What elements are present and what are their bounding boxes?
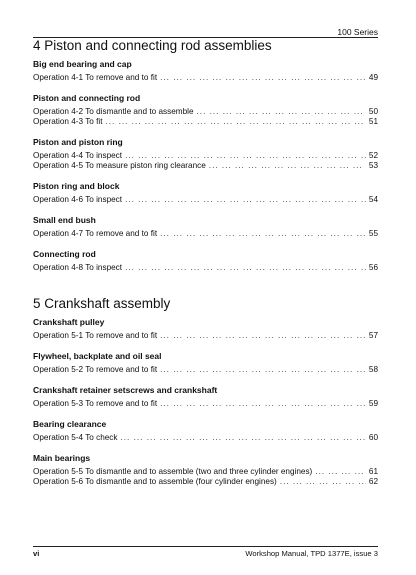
dot-leader [121, 433, 366, 443]
toc-entry[interactable] [33, 331, 378, 341]
entry-page: 50 [368, 107, 378, 116]
chapter-4 [33, 38, 378, 273]
toc-entry[interactable] [33, 73, 378, 83]
toc-entry[interactable] [33, 151, 378, 161]
entry-page: 52 [368, 151, 378, 160]
entry-text: Operation 4-7 To remove and to fit [33, 229, 158, 238]
dot-leader [160, 399, 366, 409]
section-crankshaft-pulley [33, 317, 378, 341]
page-number: vi [33, 549, 40, 558]
entry-text: Operation 4-6 To inspect [33, 195, 123, 204]
footer-rule [33, 546, 378, 547]
entry-text: Operation 5-5 To dismantle and to assemble (two and three cylinder engines) [33, 467, 313, 476]
series-label: 100 Series [337, 27, 378, 37]
entry-page: 57 [368, 331, 378, 340]
entry-text: Operation 5-2 To remove and to fit [33, 365, 158, 374]
toc-entry[interactable] [33, 467, 378, 477]
toc-entry[interactable] [33, 161, 378, 171]
chapter-5 [33, 296, 378, 487]
dot-leader [280, 477, 366, 487]
entry-page: 53 [368, 161, 378, 170]
dot-leader [125, 151, 366, 161]
dot-leader [197, 107, 366, 117]
entry-text: Operation 5-3 To remove and to fit [33, 399, 158, 408]
section-title: Flywheel, backplate and oil seal [33, 351, 162, 361]
manual-reference: Workshop Manual, TPD 1377E, issue 3 [245, 549, 378, 558]
section-title: Small end bush [33, 215, 96, 225]
contents-page [33, 38, 378, 497]
entry-page: 62 [368, 477, 378, 486]
entry-page: 54 [368, 195, 378, 204]
chapter-title: 5 Crankshaft assembly [33, 296, 171, 311]
section-title: Crankshaft pulley [33, 317, 105, 327]
dot-leader [105, 117, 365, 127]
entry-text: Operation 4-5 To measure piston ring clearance [33, 161, 206, 170]
entry-page: 58 [368, 365, 378, 374]
section-bearing-clearance [33, 419, 378, 443]
entry-page: 55 [368, 229, 378, 238]
entry-text: Operation 4-4 To inspect [33, 151, 123, 160]
chapter-title: 4 Piston and connecting rod assemblies [33, 38, 272, 53]
entry-page: 61 [368, 467, 378, 476]
dot-leader [160, 365, 366, 375]
section-title: Bearing clearance [33, 419, 107, 429]
section-title: Piston and piston ring [33, 137, 123, 147]
toc-entry[interactable] [33, 399, 378, 409]
entry-text: Operation 5-4 To check [33, 433, 118, 442]
toc-entry[interactable] [33, 107, 378, 117]
section-main-bearings [33, 453, 378, 487]
dot-leader [209, 161, 366, 171]
section-title: Connecting rod [33, 249, 96, 259]
toc-entry[interactable] [33, 477, 378, 487]
entry-page: 59 [368, 399, 378, 408]
dot-leader [125, 195, 366, 205]
section-crankshaft-retainer [33, 385, 378, 409]
toc-entry[interactable] [33, 195, 378, 205]
toc-entry[interactable] [33, 365, 378, 375]
entry-text: Operation 5-6 To dismantle and to assemble (four cylinder engines) [33, 477, 277, 486]
footer [33, 549, 378, 558]
section-title: Piston ring and block [33, 181, 120, 191]
section-title: Main bearings [33, 453, 91, 463]
toc-entry[interactable] [33, 433, 378, 443]
dot-leader [125, 263, 366, 273]
entry-page: 51 [368, 117, 378, 126]
entry-text: Operation 4-8 To inspect [33, 263, 123, 272]
toc-entry[interactable] [33, 229, 378, 239]
section-title: Big end bearing and cap [33, 59, 132, 69]
section-connecting-rod [33, 249, 378, 273]
entry-page: 49 [368, 73, 378, 82]
toc-entry[interactable] [33, 263, 378, 273]
entry-page: 56 [368, 263, 378, 272]
entry-text: Operation 4-1 To remove and to fit [33, 73, 158, 82]
section-title: Piston and connecting rod [33, 93, 141, 103]
entry-text: Operation 4-2 To dismantle and to assemble [33, 107, 194, 116]
section-flywheel [33, 351, 378, 375]
section-small-end-bush [33, 215, 378, 239]
dot-leader [315, 467, 366, 477]
section-big-end-bearing [33, 59, 378, 83]
section-piston-ring-block [33, 181, 378, 205]
toc-entry[interactable] [33, 117, 378, 127]
entry-text: Operation 5-1 To remove and to fit [33, 331, 158, 340]
section-title: Crankshaft retainer setscrews and crankshaft [33, 385, 218, 395]
dot-leader [160, 331, 366, 341]
entry-text: Operation 4-3 To fit [33, 117, 103, 126]
dot-leader [160, 73, 366, 83]
entry-page: 60 [368, 433, 378, 442]
section-piston-connecting-rod [33, 93, 378, 127]
dot-leader [160, 229, 366, 239]
section-piston-ring [33, 137, 378, 171]
